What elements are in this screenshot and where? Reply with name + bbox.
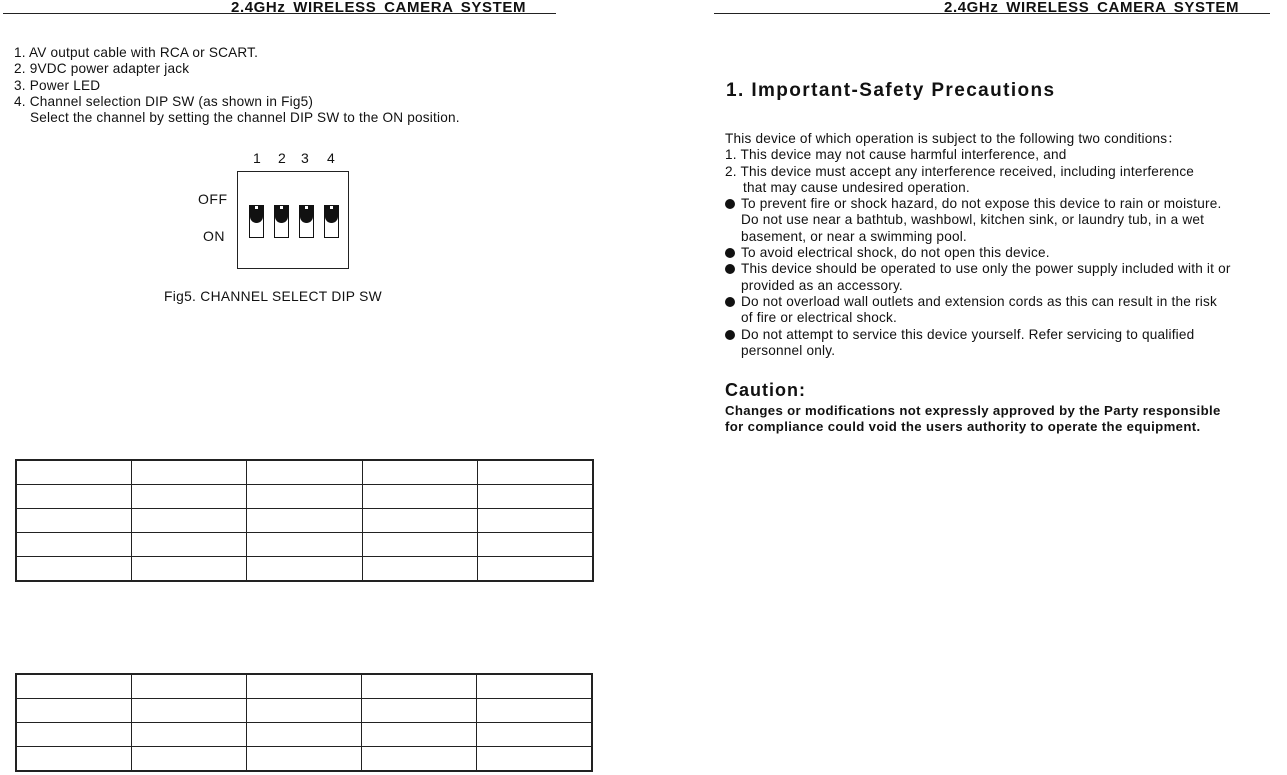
table-row <box>16 509 593 533</box>
bullet-text: To avoid electrical shock, do not open this device. <box>741 245 1050 261</box>
list-item: 2. 9VDC power adapter jack <box>14 61 190 77</box>
table-cell <box>131 485 246 509</box>
table-cell <box>16 723 131 747</box>
table-cell <box>16 699 131 723</box>
table-cell <box>362 723 477 747</box>
table-cell <box>362 460 477 485</box>
table-cell <box>16 509 131 533</box>
table-cell <box>247 533 362 557</box>
bullet-text: Do not use near a bathtub, washbowl, kitchen sink, or laundry tub, in a wet <box>741 212 1205 228</box>
table-cell <box>247 485 362 509</box>
table-row <box>16 723 592 747</box>
table-cell <box>246 674 361 699</box>
table-cell <box>16 485 131 509</box>
right-header-title: 2.4GHz WIRELESS CAMERA SYSTEM <box>944 0 1240 16</box>
table-cell <box>131 509 246 533</box>
table-cell <box>477 723 592 747</box>
table-cell <box>477 699 592 723</box>
table-cell <box>478 485 593 509</box>
table-row <box>16 460 593 485</box>
channel-table-1 <box>15 459 594 582</box>
table-cell <box>246 699 361 723</box>
intro-line: This device of which operation is subject to the following two conditions： <box>725 131 1182 146</box>
table-cell <box>477 747 592 772</box>
table-cell <box>247 460 362 485</box>
table-cell <box>362 557 477 582</box>
bullet-text: of fire or electrical shock. <box>741 310 897 326</box>
table-cell <box>362 509 477 533</box>
bullet-text: basement, or near a swimming pool. <box>741 228 967 244</box>
bullet-text: This device should be operated to use only the power supply included with it or <box>741 261 1231 277</box>
caution-title: Caution: <box>725 380 806 400</box>
bullet-text: Do not overload wall outlets and extension cords as this can result in the risk <box>741 293 1217 309</box>
table-cell <box>131 460 246 485</box>
table-row <box>16 557 593 582</box>
table-cell <box>16 533 131 557</box>
table-cell <box>478 533 593 557</box>
table-cell <box>478 509 593 533</box>
table-cell <box>16 460 131 485</box>
table-cell <box>131 533 246 557</box>
table-cell <box>131 723 246 747</box>
dip-on-label: ON <box>203 228 225 244</box>
table-cell <box>246 747 361 772</box>
caution-line: Changes or modifications not expressly approved by the Party responsible <box>725 403 1221 418</box>
bullet-text: personnel only. <box>741 342 836 358</box>
table-cell <box>362 485 477 509</box>
bullet-icon <box>725 199 735 209</box>
bullet-text: To prevent fire or shock hazard, do not expose this device to rain or moisture. <box>741 196 1222 212</box>
section-title: 1. Important-Safety Precautions <box>726 80 1056 101</box>
bullet-icon <box>725 330 735 340</box>
table-cell <box>16 674 131 699</box>
table-row <box>16 674 592 699</box>
component-list <box>14 45 460 126</box>
dip-switch-4 <box>324 205 339 238</box>
condition-line: 2. This device must accept any interference received, including interference <box>725 163 1195 179</box>
condition-line: that may cause undesired operation. <box>743 179 970 195</box>
table-cell <box>362 674 477 699</box>
left-header-title: 2.4GHz WIRELESS CAMERA SYSTEM <box>231 0 527 16</box>
caution-text <box>725 403 1221 436</box>
bullet-icon <box>725 248 735 258</box>
table-cell <box>246 723 361 747</box>
figure-caption: Fig5. CHANNEL SELECT DIP SW <box>164 289 382 304</box>
table-cell <box>477 674 592 699</box>
table-row <box>16 747 592 772</box>
dip-number: 4 <box>327 150 335 166</box>
table-row <box>16 485 593 509</box>
table-cell <box>16 557 131 582</box>
table-cell <box>478 557 593 582</box>
dip-switch-figure <box>237 171 349 269</box>
table-cell <box>362 533 477 557</box>
dip-number: 2 <box>278 150 286 166</box>
list-item: 3. Power LED <box>14 77 101 93</box>
table-cell <box>131 699 246 723</box>
list-item: 4. Channel selection DIP SW (as shown in Fig5) <box>14 93 314 109</box>
table-cell <box>16 747 131 772</box>
table-row <box>16 699 592 723</box>
table-cell <box>478 460 593 485</box>
table-cell <box>131 557 246 582</box>
bullet-icon <box>725 264 735 274</box>
dip-switch-1 <box>249 205 264 238</box>
table-cell <box>247 557 362 582</box>
list-note: Select the channel by setting the channel DIP SW to the ON position. <box>30 110 460 126</box>
table-cell <box>362 747 477 772</box>
dip-switch-2 <box>274 205 289 238</box>
channel-table-2 <box>15 673 593 772</box>
list-item: 1. AV output cable with RCA or SCART. <box>14 45 259 60</box>
bullet-text: Do not attempt to service this device yourself. Refer servicing to qualified <box>741 326 1195 342</box>
bullet-icon <box>725 297 735 307</box>
caution-line: for compliance could void the users authority to operate the equipment. <box>725 419 1201 435</box>
table-cell <box>247 509 362 533</box>
table-row <box>16 533 593 557</box>
dip-number: 1 <box>253 150 261 166</box>
bullet-text: provided as an accessory. <box>741 277 903 293</box>
table-cell <box>131 674 246 699</box>
dip-switch-3 <box>299 205 314 238</box>
safety-text <box>725 131 1231 359</box>
table-cell <box>131 747 246 772</box>
table-cell <box>362 699 477 723</box>
condition-line: 1. This device may not cause harmful interference, and <box>725 147 1067 163</box>
dip-off-label: OFF <box>198 191 228 207</box>
dip-number: 3 <box>301 150 309 166</box>
